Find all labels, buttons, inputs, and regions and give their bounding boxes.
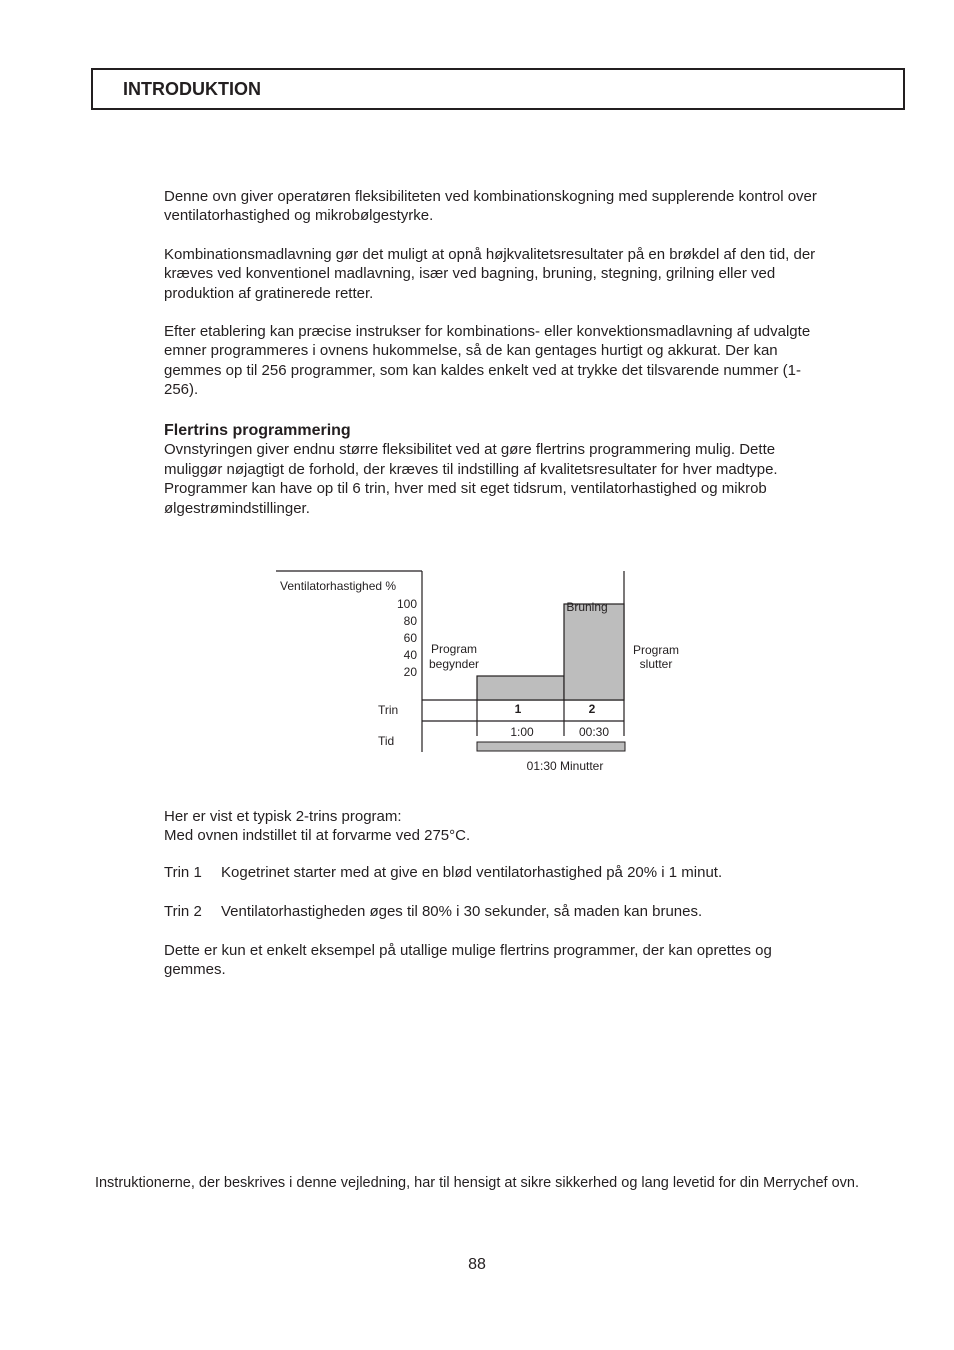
step-number-1: 1 [514, 702, 522, 716]
step-number-2: 2 [588, 702, 596, 716]
total-duration-bar [477, 742, 625, 751]
example-intro-line-2: Med ovnen indstillet til at forvarme ved 275°C. [164, 827, 471, 845]
bar-step-1 [477, 676, 564, 700]
step-2-text: Ventilatorhastigheden øges til 80% i 30 sekunder, så maden kan brunes. [221, 903, 703, 920]
step-1-label: Trin 1 [164, 864, 202, 881]
step-duration-1: 1:00 [510, 725, 534, 739]
step-duration-2: 00:30 [578, 725, 610, 739]
step-1-description [164, 864, 722, 881]
section-title: INTRODUKTION [123, 79, 261, 99]
multistage-paragraph-2: Programmer kan have op til 6 trin, hver med sit eget tidsrum, ventilatorhastighed og mikrob ølgestrømindstillinger. [164, 480, 767, 517]
y-tick-label: 40 [403, 648, 417, 662]
intro-paragraph-3: Efter etablering kan præcise instrukser for kombinations- eller konvektionsmadlavning af udvalgte emner programmeres i ovnens hukommelse, så de kan gentages hurtigt og akkurat. Der kan gemmes op til 256 programmer, som kan kaldes enkelt ved at trykke det tilsvarende nummer (1-256). [164, 323, 811, 399]
program-start-label: begynder [428, 657, 480, 671]
program-end-label: Program [632, 643, 680, 657]
step-row-label: Trin [378, 703, 399, 717]
multistage-paragraph-1: Ovnstyringen giver endnu større fleksibilitet ved at gøre flertrins programmering mulig. Dette muliggør nøjagtigt de forhold, der kræves til indstilling af kvalitetsresultater for hver madtype. [164, 441, 778, 478]
step-2-label: Trin 2 [164, 903, 202, 920]
multistage-heading: Flertrins programmering [164, 422, 351, 439]
y-tick-label: 20 [403, 665, 417, 679]
step-1-text: Kogetrinet starter med at give en blød ventilatorhastighed på 20% i 1 minut. [221, 864, 723, 881]
program-start-label: Program [430, 642, 478, 656]
step-2-description [164, 903, 702, 920]
intro-paragraph-1: Denne ovn giver operatøren fleksibiliteten ved kombinationskogning med supplerende kontrol over ventilatorhastighed og mikrobølgestyrke. [164, 188, 817, 225]
bar-step-2 [564, 604, 624, 700]
example-closing: Dette er kun et enkelt eksempel på utallige mulige flertrins programmer, der kan oprettes og gemmes. [164, 942, 772, 979]
intro-paragraph-2: Kombinationsmadlavning gør det muligt at opnå højkvalitetsresultater på en brøkdel af den tid, der kræves ved konventionel madlavning, især ved bagning, bruning, stegning, grilning eller ved produktion af gratinerede retter. [164, 246, 816, 302]
y-tick-label: 60 [403, 631, 417, 645]
footer-note: Instruktionerne, der beskrives i denne vejledning, har til hensigt at sikre sikkerhed og lang levetid for din Merrychef ovn. [94, 1175, 860, 1191]
example-intro-line-1: Her er vist et typisk 2-trins program: [164, 808, 402, 825]
page-number: 88 [468, 1256, 486, 1273]
total-duration-label: 01:30 Minutter [526, 759, 604, 773]
browning-label: Bruning [566, 600, 608, 614]
y-tick-label: 100 [396, 597, 417, 611]
y-axis-label: Ventilatorhastighed % [280, 579, 397, 593]
time-row-label: Tid [378, 734, 395, 748]
example-intro [164, 807, 824, 846]
y-tick-label: 80 [403, 614, 417, 628]
program-end-label: slutter [639, 657, 673, 671]
